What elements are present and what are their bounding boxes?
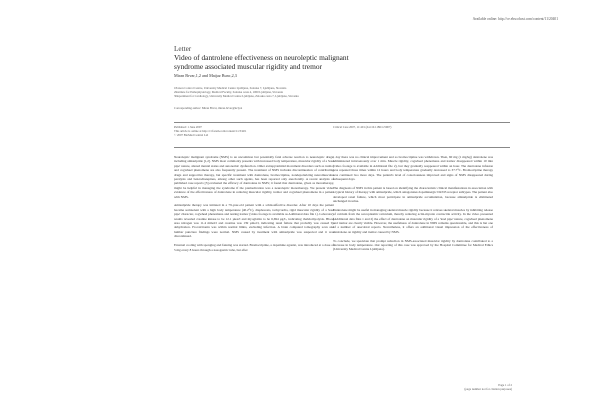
body-paragraph: Amisulpride therapy was initiated in a 79-year-old patient with a schizoaffective disorder. After 10 days the patient became somnolent with a high body temperature (40.2°C), diaphoresis, tachycardia, rigid muscular rigidity of a 'lead pipe' character, cogwheel phenomena and resting tremor (video footage is available as Additional data file 1). Laboratory results revealed creatine kinase to be 12.1 µkat/l and myoglobin to be 6,694 µg/L, indicating rhabdomyolysis. Blood urea nitrogen was 11.4 mmol/l and creatine was 139 µmol/l, indicating renal failure that probably was caused by dehydration. Procalcitonin was within normal limits, excluding infection. A brain computed tomography scan and lumbar puncture findings were normal. NMS caused by treatment with amisulpride was suspected and it was discontinued. (174, 203, 334, 239)
affiliation-1: 1Poison Control Centre, University Medical Centre Ljubljana, Zaloska 7, Ljubljana, Slovenia (174, 85, 287, 90)
body-column-right (333, 155, 493, 256)
copyright-notice: © 2007 BioMed Central Ltd (174, 133, 209, 137)
affiliation-3: 3Department for Cardiology, University Medical Centre Ljubljana, Zaloska cesta 7, Ljubljana, Slovenia (174, 93, 299, 98)
journal-citation: Critical Care 2007, 11:401 (doi:10.1186/cc5907) (333, 125, 392, 129)
body-paragraph: Neuroleptic malignant syndrome (NMS) is an uncommon but potentially fatal adverse reaction to neuroleptic drugs, including amisulpride [1,2]. NMS most commonly presents with increased body temperature, muscular rigidity of a 'lead pipe' nature, altered mental status and autonomic dysfunction. Other extrapyramidal movement disorders such as tremor and cogwheel phenomena are also frequently present. The treatment of NMS includes discontinuation of contributing drugs and supportive therapy, but specific treatment with dantrolene, bromocriptine, nondepolarizing neuromuscular paralysis and benzodiazepines, among other such agents, has been reported only anecdotally. A recent analysis of published case reports [3] evaluated the efficacy of dantrolene in NMS; it found that dantrolene, given as monotherapy, might be helpful in managing the syndrome if the premedication was a neuroleptic monotherapy. We present video evidence of the effectiveness of dantrolene in reducing muscular rigidity, tremor and cogwheel phenomena in a patient with NMS. (174, 155, 334, 199)
body-paragraph: Dantrolene might be useful in managing skeletal muscle rigidity because it relaxes skeletal muscles by inhibiting release of calcium from the sarcoplasmic reticulum, thereby reducing actin-myosin contractile activity. In the video presented (Additional data files 1 and 2) the effect of dantrolene on muscular rigidity of a 'lead pipe' nature, cogwheel phenomena and tremor are clearly visible. However, the usefulness of dantrolene in NMS remains questionable, and this is but one of a number of anecdotal reports. Nevertheless, it offers an additional visual impression of the effectiveness of dantrolene on rigidity and tremor caused by NMS. (333, 207, 493, 234)
article-online-url: This article is online at http://ccforum.com/content/11/3/401 (174, 129, 247, 133)
available-online-note: Available online: http://ce.ebscohost.com/content/11/20401 (472, 17, 558, 21)
corresponding-author: Corresponding author: Miran Brvar, miran.brvar@kclj.si (174, 105, 243, 110)
body-paragraph: To conclude, we speculate that prompt reduction in NMS-associated muscular rigidity by dantrolene contributed to a decrease in body temperature. Our reporting of this case was approved by the Hospital Committee for Medical Ethics (University Medical Centre Ljubljana). (333, 238, 493, 252)
affiliation-2: 2Institute for Pathophysiology, Medical Faculty, Zaloska cesta 4, 1000 Ljubljana, Slovenia (174, 89, 283, 94)
publication-info (174, 125, 246, 137)
article-header (174, 45, 474, 110)
body-column-left (174, 155, 334, 256)
page-number-note: (page number not for citation purposes) (464, 387, 512, 391)
body-paragraph: 1 day there was no clinical improvement and so bromocriptine was withdrawn. Then, 60 mg (1 mg/kg) dantrolene was administered intravenously over 1 min. Muscle rigidity, cogwheel phenomena and tremor disappeared within 10 min (video footage is available in Additional file 2), but they gradually reappeared within an hour. The dantrolene infusion was repeated three times within 12 hours and body temperature gradually decreased to 37.7°C. Bromocriptine therapy was continued two more days. The patient's level of consciousness improved and signs of NMS disappeared during subsequent days. (333, 155, 493, 182)
body-paragraph: External cooling with sponging and fanning was started. Bromocriptine, a dopamine agonist, was introduced at a dose of 5 mg every 8 hours through a nasogastric tube, but after (174, 243, 334, 252)
published-date: Published: 1 June 2007 (174, 125, 202, 129)
page-footer (464, 383, 512, 391)
divider-bottom (174, 147, 510, 148)
body-paragraph: The diagnosis of NMS in this patient is based on identifying the characteristic clinical manifestations in association with a typical history of therapy with amisulpride, which antagonizes dopaminergic D2/D3 receptor subtypes. The patient also developed renal failure, which most participate in amisulpride accumulation, because amisulpride is eliminated unchanged in urine. (333, 185, 494, 204)
article-title-line-2: syndrome associated muscular rigidity and tremor (174, 61, 322, 71)
article-title-line-1: Video of dantrolene effectiveness on neuroleptic malignant (174, 53, 349, 62)
affiliation-list (174, 86, 474, 98)
page-number: Page 1 of 2 (498, 383, 512, 387)
article-title (174, 54, 474, 72)
article-type-label: Letter (174, 45, 192, 53)
author-list: Miran Brvar,1,2 and Matjaz Bunc,2,3 (174, 72, 237, 78)
divider-top (174, 122, 510, 123)
